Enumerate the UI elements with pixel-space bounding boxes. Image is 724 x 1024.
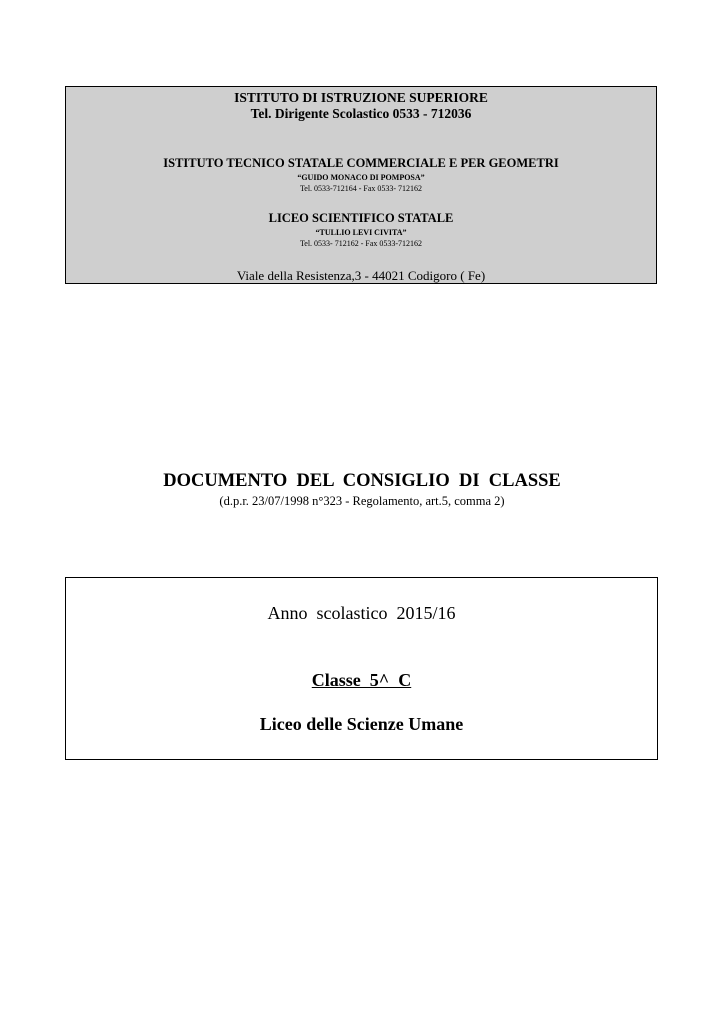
school-header-box — [65, 86, 657, 284]
document-subtitle: (d.p.r. 23/07/1998 n°323 - Regolamento, art.5, comma 2) — [219, 494, 505, 508]
study-track: Liceo delle Scienze Umane — [259, 714, 464, 734]
technical-institute-title: “GUIDO MONACO DI POMPOSA” — [297, 173, 425, 182]
liceo-phone: Tel. 0533- 712162 - Fax 0533-712162 — [299, 239, 423, 248]
school-name: ISTITUTO DI ISTRUZIONE SUPERIORE — [234, 90, 488, 105]
liceo-title: “TULLIO LEVI CIVITA” — [315, 228, 407, 237]
principal-phone: Tel. Dirigente Scolastico 0533 - 712036 — [250, 106, 472, 121]
technical-institute-name: ISTITUTO TECNICO STATALE COMMERCIALE E PER GEOMETRI — [163, 156, 559, 170]
document-title: DOCUMENTO DEL CONSIGLIO DI CLASSE — [163, 471, 561, 491]
class-label-wrapper — [66, 670, 657, 691]
school-address: Viale della Resistenza,3 - 44021 Codigoro ( Fe) — [236, 268, 486, 283]
school-year: Anno scolastico 2015/16 — [267, 603, 456, 623]
class-label: Classe 5^ C — [311, 670, 412, 690]
technical-institute-phone: Tel. 0533-712164 - Fax 0533- 712162 — [299, 184, 423, 193]
class-info-box — [65, 577, 658, 760]
liceo-name: LICEO SCIENTIFICO STATALE — [268, 211, 454, 225]
